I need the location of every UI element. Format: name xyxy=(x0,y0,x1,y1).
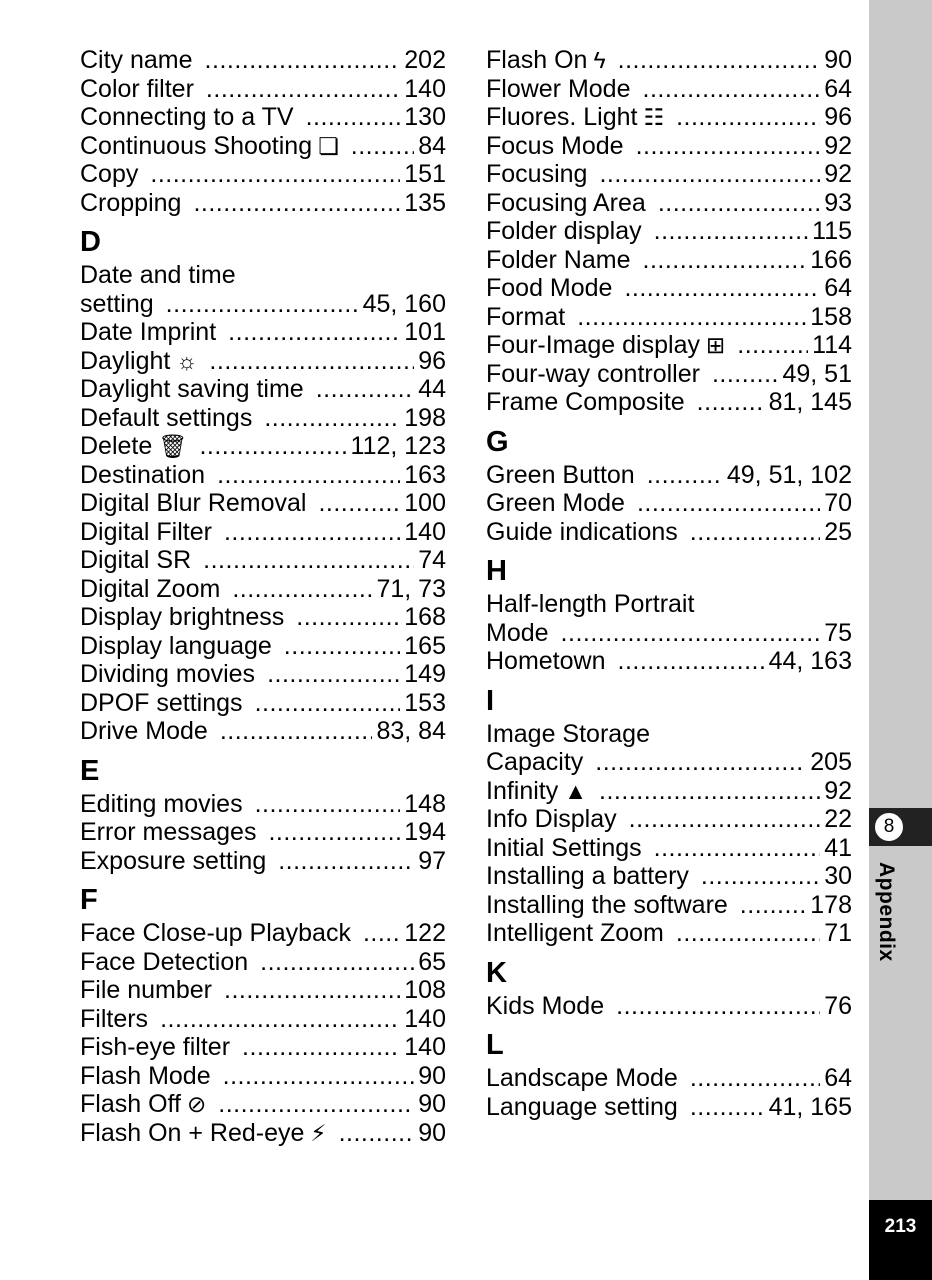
page-reference: 112, 123 xyxy=(350,432,446,460)
page-reference: 64 xyxy=(824,274,852,302)
dot-leader xyxy=(690,1064,820,1093)
index-entry xyxy=(80,432,446,461)
index-term: Fluores. Light xyxy=(486,103,638,131)
index-term: Initial Settings xyxy=(486,833,642,862)
index-term: Half-length Portrait xyxy=(486,590,695,618)
index-entry xyxy=(80,790,446,819)
index-entry xyxy=(80,103,446,132)
index-term: Info Display xyxy=(486,805,617,833)
index-entry xyxy=(80,1033,446,1062)
index-term: Drive Mode xyxy=(80,717,208,745)
index-term: Default settings xyxy=(80,403,253,432)
index-term: Installing a battery xyxy=(486,862,689,890)
dot-leader xyxy=(654,834,821,863)
index-term: Daylight saving time xyxy=(80,375,304,403)
dot-leader xyxy=(701,862,820,891)
index-entry xyxy=(80,717,446,746)
section-letter: H xyxy=(486,555,507,587)
dot-leader xyxy=(224,518,400,547)
dot-leader xyxy=(737,331,808,360)
dot-leader xyxy=(318,489,400,518)
index-entry xyxy=(486,160,852,189)
index-entry xyxy=(80,290,446,319)
page-reference: 97 xyxy=(418,846,446,875)
page-reference: 166 xyxy=(810,245,852,274)
index-entry xyxy=(80,689,446,718)
page-reference: 64 xyxy=(824,74,852,103)
index-entry xyxy=(486,331,852,360)
page-reference: 93 xyxy=(824,188,852,217)
index-term: Capacity xyxy=(486,748,584,776)
section-letter: L xyxy=(486,1029,504,1061)
dot-leader xyxy=(306,103,401,132)
index-term: Format xyxy=(486,302,566,331)
dot-leader xyxy=(160,1005,400,1034)
index-entry xyxy=(80,160,446,189)
dot-leader xyxy=(316,375,414,404)
index-term: Display language xyxy=(80,631,272,660)
page-reference: 140 xyxy=(404,1033,446,1061)
mode-icon: ⊞ xyxy=(705,332,726,358)
index-entry xyxy=(486,246,852,275)
index-term: Daylight xyxy=(80,346,171,375)
index-entry xyxy=(80,1005,446,1034)
dot-leader xyxy=(658,189,820,218)
page-reference: 135 xyxy=(404,188,446,217)
dot-leader xyxy=(278,847,414,876)
page-reference: 96 xyxy=(418,346,446,375)
index-term: Exposure setting xyxy=(80,846,267,875)
index-entry xyxy=(80,189,446,218)
dot-leader xyxy=(690,518,820,547)
mode-icon: ☷ xyxy=(643,104,665,130)
dot-leader xyxy=(618,46,821,75)
section-letter: I xyxy=(486,684,495,717)
index-term: Filters xyxy=(80,1004,149,1033)
dot-leader xyxy=(206,75,400,104)
page-reference: 71, 73 xyxy=(376,574,446,603)
dot-leader xyxy=(209,347,414,376)
index-entry xyxy=(80,1090,446,1119)
page-reference: 140 xyxy=(404,517,446,546)
index-term: Editing movies xyxy=(80,789,243,818)
page-reference: 44 xyxy=(418,375,446,403)
page-reference: 122 xyxy=(404,919,446,947)
dot-leader xyxy=(224,976,400,1005)
mode-icon: 🗑 xyxy=(158,433,188,459)
index-term: Date and time xyxy=(80,261,236,289)
dot-leader xyxy=(599,160,820,189)
page-reference: 30 xyxy=(824,862,852,890)
dot-leader xyxy=(255,790,401,819)
index-term: Image Storage xyxy=(486,719,650,748)
mode-icon: ❏ xyxy=(318,132,339,159)
index-term: Hometown xyxy=(486,647,606,675)
page-reference: 84 xyxy=(418,131,446,160)
index-entry xyxy=(486,834,852,863)
dot-leader xyxy=(647,461,723,490)
section-letter: F xyxy=(80,884,98,916)
mode-icon: ϟ xyxy=(593,47,606,73)
page-reference: 92 xyxy=(824,131,852,160)
dot-leader xyxy=(363,919,400,948)
page-reference: 49, 51 xyxy=(782,359,852,388)
index-term: Delete xyxy=(80,432,153,460)
index-term: Digital Blur Removal xyxy=(80,489,307,517)
dot-leader xyxy=(599,777,820,806)
index-entry xyxy=(486,919,852,948)
dot-leader xyxy=(561,619,821,648)
index-term: Infinity xyxy=(486,776,559,805)
page-reference: 148 xyxy=(404,789,446,818)
index-entry xyxy=(486,217,852,246)
index-term: Continuous Shooting xyxy=(80,131,313,160)
dot-leader xyxy=(223,1062,415,1091)
dot-leader xyxy=(624,274,820,303)
page-reference: 92 xyxy=(824,160,852,188)
index-entry xyxy=(486,720,852,749)
index-entry xyxy=(80,461,446,490)
index-entry xyxy=(486,489,852,518)
index-entry xyxy=(80,976,446,1005)
index-term: Intelligent Zoom xyxy=(486,919,664,947)
index-term: Display brightness xyxy=(80,603,285,631)
mode-icon: ⊘ xyxy=(186,1091,207,1117)
index-entry xyxy=(486,46,852,75)
index-entry xyxy=(486,518,852,547)
page-reference: 115 xyxy=(812,217,852,245)
index-term: Flash On + Red-eye xyxy=(80,1118,305,1147)
page-reference: 25 xyxy=(824,517,852,546)
index-term: Focusing xyxy=(486,160,588,188)
page-reference: 158 xyxy=(810,302,852,331)
dot-leader xyxy=(264,404,400,433)
index-entry xyxy=(80,603,446,632)
chapter-label: Appendix xyxy=(875,862,898,962)
index-entry xyxy=(486,1064,852,1093)
index-entry xyxy=(80,847,446,876)
index-term: City name xyxy=(80,46,193,74)
dot-leader xyxy=(643,75,821,104)
page-reference: 45, 160 xyxy=(362,289,446,318)
index-term: Landscape Mode xyxy=(486,1064,678,1092)
page-reference: 70 xyxy=(824,489,852,517)
index-entry xyxy=(80,75,446,104)
index-entry xyxy=(80,660,446,689)
page-reference: 140 xyxy=(404,74,446,103)
index-entry xyxy=(486,805,852,834)
page-reference: 96 xyxy=(824,103,852,131)
index-term: Folder display xyxy=(486,217,642,245)
page-reference: 100 xyxy=(404,489,446,517)
dot-leader xyxy=(232,575,372,604)
index-term: Mode xyxy=(486,618,549,647)
index-entry xyxy=(80,318,446,347)
dot-leader xyxy=(255,689,401,718)
index-term: Kids Mode xyxy=(486,991,605,1020)
dot-leader xyxy=(268,818,400,847)
page-reference: 22 xyxy=(824,805,852,833)
index-term: Digital Filter xyxy=(80,517,212,546)
index-term: Green Mode xyxy=(486,489,625,517)
dot-leader xyxy=(643,246,807,275)
index-term: Digital SR xyxy=(80,546,192,574)
page-reference: 108 xyxy=(404,976,446,1004)
index-term: setting xyxy=(80,289,154,318)
index-term: Focus Mode xyxy=(486,131,624,160)
chapter-number: 8 xyxy=(873,811,905,843)
index-entry xyxy=(486,619,852,648)
index-entry xyxy=(80,132,446,161)
page-reference: 168 xyxy=(404,603,446,631)
page-reference: 101 xyxy=(404,318,446,346)
index-entry xyxy=(80,46,446,75)
index-entry xyxy=(486,388,852,417)
index-entry xyxy=(486,274,852,303)
index-term: Four-Image display xyxy=(486,331,700,359)
index-term: Folder Name xyxy=(486,245,631,274)
index-term: Copy xyxy=(80,160,139,188)
index-term: DPOF settings xyxy=(80,688,243,717)
index-entry xyxy=(80,632,446,661)
page-reference: 153 xyxy=(404,688,446,717)
page-reference: 151 xyxy=(404,160,446,188)
index-term: Fish-eye filter xyxy=(80,1033,231,1061)
index-entry xyxy=(80,518,446,547)
dot-leader xyxy=(199,432,346,461)
page-reference: 130 xyxy=(404,103,446,131)
index-term: Guide indications xyxy=(486,517,678,546)
index-entry xyxy=(486,132,852,161)
page-reference: 41 xyxy=(824,833,852,862)
index-term: Destination xyxy=(80,460,206,489)
index-term: File number xyxy=(80,976,212,1004)
dot-leader xyxy=(193,189,400,218)
page-reference: 198 xyxy=(404,403,446,432)
index-entry xyxy=(486,360,852,389)
page-reference: 205 xyxy=(810,748,852,776)
dot-leader xyxy=(220,717,373,746)
index-term: Error messages xyxy=(80,818,257,846)
section-letter: K xyxy=(486,956,507,989)
dot-leader xyxy=(228,318,400,347)
page-reference: 194 xyxy=(404,818,446,846)
page-reference: 49, 51, 102 xyxy=(726,460,852,489)
index-term: Date Imprint xyxy=(80,318,217,346)
section-letter: E xyxy=(80,754,100,787)
page-reference: 114 xyxy=(812,331,852,359)
index-term: Color filter xyxy=(80,74,194,103)
dot-leader xyxy=(697,388,765,417)
index-term: Four-way controller xyxy=(486,359,700,388)
page-reference: 202 xyxy=(404,46,446,74)
dot-leader xyxy=(618,647,765,676)
index-term: Green Button xyxy=(486,460,635,489)
page-reference: 65 xyxy=(418,947,446,976)
index-term: Frame Composite xyxy=(486,388,685,416)
index-term: Flash On xyxy=(486,46,588,74)
chapter-tab-strip xyxy=(869,0,932,1280)
dot-leader xyxy=(637,489,820,518)
dot-leader xyxy=(616,992,820,1021)
dot-leader xyxy=(712,360,779,389)
index-entry xyxy=(80,948,446,977)
dot-leader xyxy=(740,891,806,920)
index-entry xyxy=(80,1119,446,1148)
page-reference: 74 xyxy=(418,546,446,574)
page-reference: 64 xyxy=(824,1064,852,1092)
section-letter: D xyxy=(80,226,101,258)
page-reference: 163 xyxy=(404,460,446,489)
index-entry xyxy=(486,103,852,132)
dot-leader xyxy=(629,805,821,834)
index-term: Cropping xyxy=(80,188,182,217)
dot-leader xyxy=(676,919,820,948)
index-entry xyxy=(486,189,852,218)
index-column-left xyxy=(80,46,446,1147)
index-entry xyxy=(80,1062,446,1091)
dot-leader xyxy=(676,103,820,132)
dot-leader xyxy=(267,660,400,689)
dot-leader xyxy=(242,1033,400,1062)
index-term: Flower Mode xyxy=(486,74,631,103)
index-entry xyxy=(486,647,852,676)
page-reference: 90 xyxy=(418,1118,446,1147)
page-reference: 90 xyxy=(418,1061,446,1090)
index-term: Face Detection xyxy=(80,947,249,976)
index-term: Flash Off xyxy=(80,1090,181,1118)
index-term: Connecting to a TV xyxy=(80,103,294,131)
page-reference: 165 xyxy=(404,631,446,660)
index-term: Flash Mode xyxy=(80,1061,211,1090)
dot-leader xyxy=(150,160,400,189)
index-entry xyxy=(486,748,852,777)
dot-leader xyxy=(339,1119,415,1148)
mode-icon: ☼ xyxy=(176,347,198,374)
index-entry xyxy=(80,919,446,948)
page-reference: 44, 163 xyxy=(768,647,852,675)
index-entry xyxy=(486,862,852,891)
index-entry xyxy=(486,1093,852,1122)
index-entry xyxy=(486,891,852,920)
index-entry xyxy=(80,347,446,376)
index-term: Focusing Area xyxy=(486,188,646,217)
index-entry xyxy=(80,818,446,847)
page-number: 213 xyxy=(869,1200,932,1280)
dot-leader xyxy=(351,132,414,161)
mode-icon: ⚡ xyxy=(310,1119,327,1146)
page-reference: 83, 84 xyxy=(376,717,446,745)
index-entry xyxy=(486,303,852,332)
page-reference: 81, 145 xyxy=(768,388,852,416)
dot-leader xyxy=(690,1093,765,1122)
dot-leader xyxy=(296,603,400,632)
index-term: Installing the software xyxy=(486,890,728,919)
index-entry xyxy=(80,404,446,433)
dot-leader xyxy=(203,546,414,575)
page-reference: 178 xyxy=(810,890,852,919)
page-reference: 92 xyxy=(824,776,852,805)
dot-leader xyxy=(636,132,821,161)
index-entry xyxy=(80,489,446,518)
page-reference: 76 xyxy=(824,991,852,1020)
page-reference: 71 xyxy=(824,919,852,947)
index-term: Dividing movies xyxy=(80,660,256,688)
dot-leader xyxy=(217,461,400,490)
dot-leader xyxy=(218,1090,414,1119)
page-reference: 90 xyxy=(824,46,852,74)
index-entry xyxy=(486,777,852,806)
index-term: Digital Zoom xyxy=(80,574,221,603)
dot-leader xyxy=(654,217,809,246)
page-reference: 90 xyxy=(418,1090,446,1118)
dot-leader xyxy=(260,948,414,977)
index-entry xyxy=(80,261,446,290)
index-entry xyxy=(80,575,446,604)
page-reference: 75 xyxy=(824,618,852,647)
page-reference: 149 xyxy=(404,660,446,688)
section-letter: G xyxy=(486,425,509,458)
index-term: Face Close-up Playback xyxy=(80,919,351,947)
dot-leader xyxy=(166,290,359,319)
dot-leader xyxy=(595,748,806,777)
index-entry xyxy=(486,461,852,490)
dot-leader xyxy=(577,303,806,332)
index-term: Food Mode xyxy=(486,274,613,302)
index-entry xyxy=(486,992,852,1021)
index-entry xyxy=(80,375,446,404)
page-reference: 41, 165 xyxy=(768,1092,852,1121)
index-entry xyxy=(486,590,852,619)
index-entry xyxy=(486,75,852,104)
index-term: Language setting xyxy=(486,1092,678,1121)
page-reference: 140 xyxy=(404,1004,446,1033)
dot-leader xyxy=(284,632,400,661)
index-column-right xyxy=(486,46,852,1121)
index-entry xyxy=(80,546,446,575)
dot-leader xyxy=(205,46,401,75)
mode-icon: ▲ xyxy=(564,777,588,804)
